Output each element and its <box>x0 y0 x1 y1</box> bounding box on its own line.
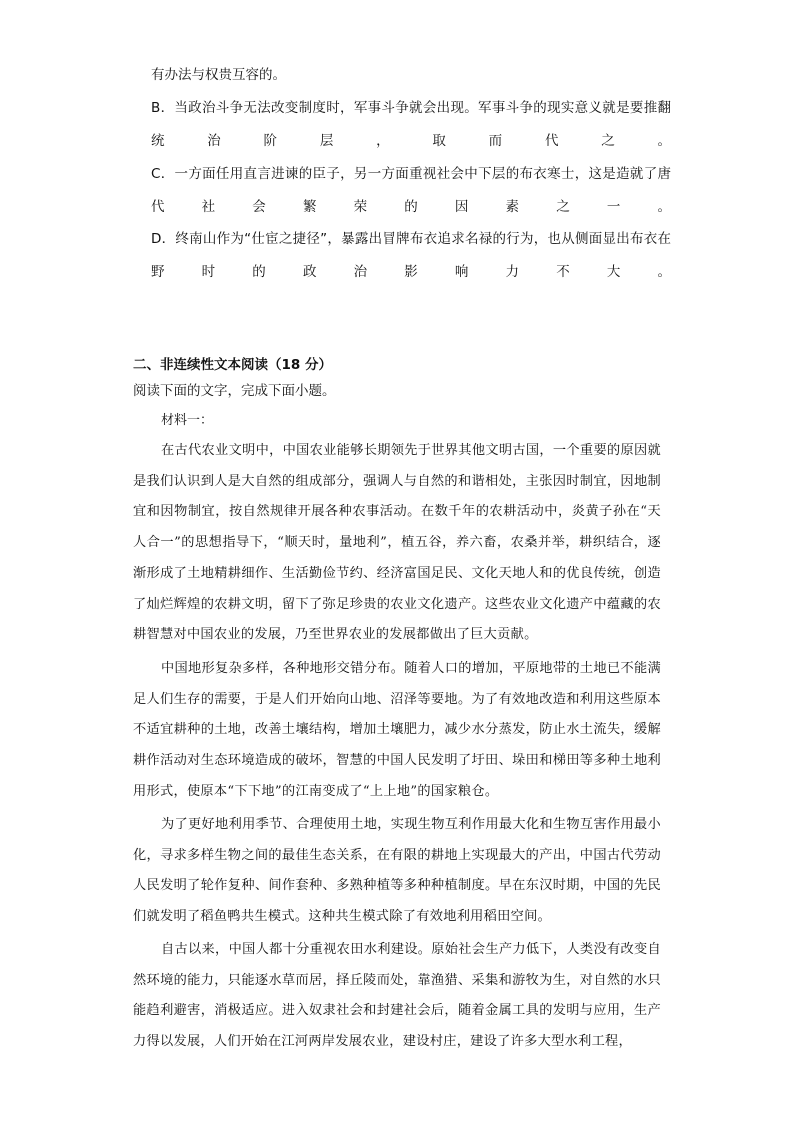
material-label: 材料一： <box>161 413 214 428</box>
material-paragraph: 自古以来，中国人都十分重视农田水利建设。原始社会生产力低下，人类没有改变自然环境的能力，只能逐水草而居，择丘陵而处，靠渔猎、采集和游牧为生，对自然的水只能趋利避害，消极适应。进入奴隶社会和封建社会后，随着金属工具的发明与应用，生产力得以发展，人们开始在江河两岸发展农业，建设村庄，建设了许多大型水利工程， <box>133 942 661 1050</box>
section-heading: 二、非连续性文本阅读（18 分） <box>133 357 332 373</box>
option-c: C．一方面任用直言进谏的臣子，另一方面重视社会中下层的布衣寒士，这是造就了唐代社会繁荣的因素之一。 <box>151 166 671 215</box>
option-d: D．终南山作为“仕宦之捷径”，暴露出冒牌布衣追求名禄的行为，也从侧面显出布衣在野时的政治影响力不大。 <box>151 231 671 280</box>
option-a-tail: 有办法与权贵互容的。 <box>151 67 286 83</box>
section-instruction: 阅读下面的文字，完成下面小题。 <box>133 383 336 399</box>
material-paragraph: 为了更好地利用季节、合理使用土地，实现生物互利作用最大化和生物互害作用最小化，寻求多样生物之间的最佳生态关系，在有限的耕地上实现最大的产出，中国古代劳动人民发明了轮作复种、间作套种、多熟种植等多种种植制度。早在东汉时期，中国的先民们就发明了稻鱼鸭共生模式。这种共生模式除了有效地利用稻田空间。 <box>133 817 661 925</box>
material-paragraph: 中国地形复杂多样，各种地形交错分布。随着人口的增加，平原地带的土地已不能满足人们生存的需要，于是人们开始向山地、沼泽等要地。为了有效地改造和利用这些原本不适宜耕种的土地，改善土壤结构，增加土壤肥力，减少水分蒸发，防止水土流失，缓解耕作活动对生态环境造成的破坏，智慧的中国人民发明了圩田、垛田和梯田等多种土地利用形式，使原本“下下地”的江南变成了“上上地”的国家粮仓。 <box>133 661 661 799</box>
material-paragraph: 在古代农业文明中，中国农业能够长期领先于世界其他文明古国，一个重要的原因就是我们认识到人是大自然的组成部分，强调人与自然的和谐相处，主张因时制宜，因地制宜和因物制宜，按自然规律开展各种农事活动。在数千年的农耕活动中，炎黄子孙在“天人合一”的思想指导下，“顺天时，量地利”，植五谷，养六畜，农桑并举，耕织结合，逐渐形成了土地精耕细作、生活勤俭节约、经济富国足民、文化天地人和的优良传统，创造了灿烂辉煌的农耕文明，留下了弥足珍贵的农业文化遗产。这些农业文化遗产中蕴藏的农耕智慧对中国农业的发展，乃至世界农业的发展都做出了巨大贡献。 <box>133 443 661 643</box>
option-b: B．当政治斗争无法改变制度时，军事斗争就会出现。军事斗争的现实意义就是要推翻统治阶层，取而代之。 <box>151 100 671 149</box>
